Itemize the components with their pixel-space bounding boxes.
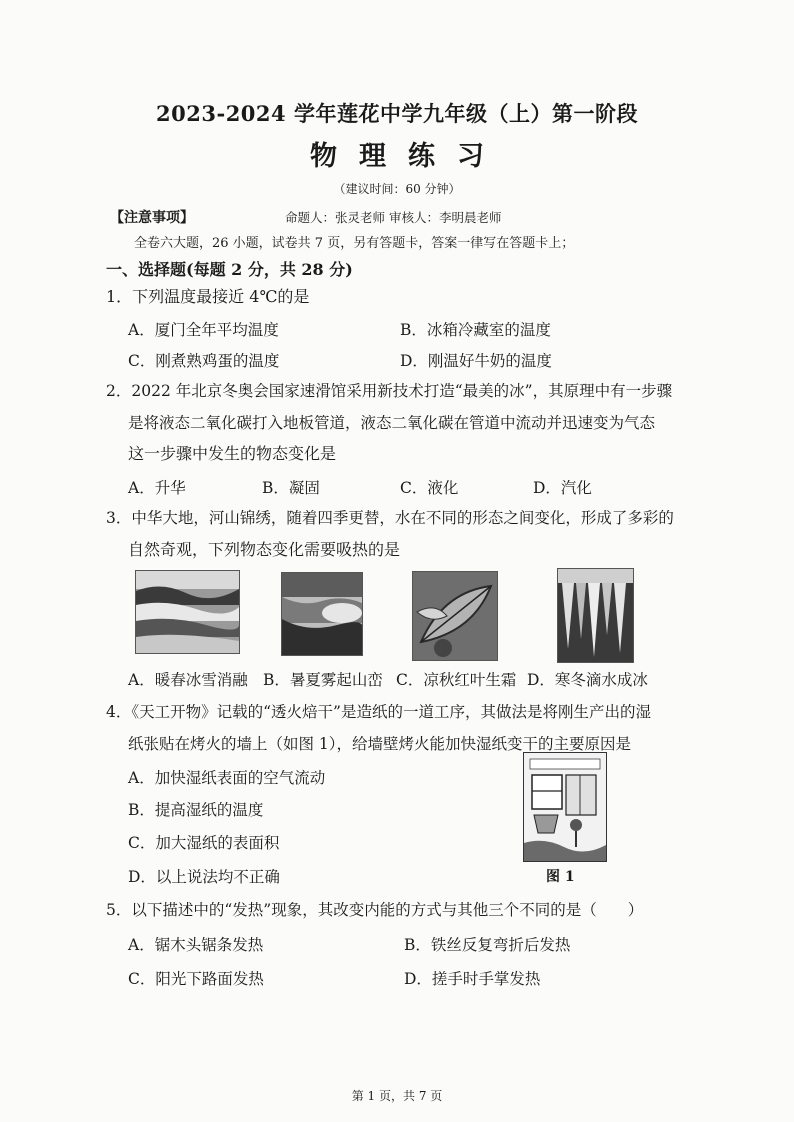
q2-option-c: C．液化 xyxy=(400,479,459,497)
question-5-stem: 5．以下描述中的“发热”现象，其改变内能的方式与其他三个不同的是（ ） xyxy=(106,901,644,919)
q1-option-b: B．冰箱冷藏室的温度 xyxy=(400,321,551,339)
question-3-line-1: 3．中华大地，河山锦绣，随着四季更替，水在不同的形态之间变化，形成了多彩的 xyxy=(106,509,674,527)
question-1-stem: 1．下列温度最接近 4℃的是 xyxy=(106,287,310,306)
authors-line: 命题人：张灵老师 审核人：李明晨老师 xyxy=(285,210,502,225)
q3-option-b: B．暑夏雾起山峦 xyxy=(263,671,383,689)
q1-option-c: C．刚煮熟鸡蛋的温度 xyxy=(128,352,280,370)
q2-option-a: A．升华 xyxy=(128,479,186,497)
q2-option-d: D．汽化 xyxy=(533,479,592,497)
q2-option-b: B．凝固 xyxy=(262,479,320,497)
notice-text: 全卷六大题，26 小题，试卷共 7 页，另有答题卡，答案一律写在答题卡上； xyxy=(134,236,575,251)
q5-option-b: B．铁丝反复弯折后发热 xyxy=(404,936,571,954)
q5-option-d: D．搓手时手掌发热 xyxy=(404,970,541,988)
q4-option-a: A．加快湿纸表面的空气流动 xyxy=(128,769,326,787)
question-3-line-2: 自然奇观，下列物态变化需要吸热的是 xyxy=(128,540,401,559)
autumn-frost-leaf-image xyxy=(412,571,498,661)
q4-option-c: C．加大湿纸的表面积 xyxy=(128,834,280,852)
question-2-line-1: 2．2022 年北京冬奥会国家速滑馆采用新技术打造“最美的冰”，其原理中有一步骤 xyxy=(106,382,673,400)
notice-label: 【注意事项】 xyxy=(110,210,194,226)
exam-title: 2023-2024 学年莲花中学九年级（上）第一阶段 xyxy=(156,101,638,126)
subject-title: 物理练习 xyxy=(310,141,506,172)
question-4-line-1: 4．《天工开物》记载的“透火焙干”是造纸的一道工序，其做法是将刚生产出的湿 xyxy=(106,703,651,721)
q4-option-b: B．提高湿纸的温度 xyxy=(128,801,264,819)
q4-option-d: D．以上说法均不正确 xyxy=(128,868,280,886)
figure-1-caption: 图 1 xyxy=(546,869,575,885)
section-heading: 一、选择题(每题 2 分，共 28 分) xyxy=(106,260,353,279)
question-2-line-2: 是将液态二氧化碳打入地板管道，液态二氧化碳在管道中流动并迅速变为气态 xyxy=(128,414,656,432)
question-2-line-3: 这一步骤中发生的物态变化是 xyxy=(128,444,337,463)
spring-ice-melting-image xyxy=(135,570,240,654)
winter-icicles-image xyxy=(557,568,634,663)
q3-option-a: A．暖春冰雪消融 xyxy=(128,671,248,689)
q5-option-c: C．阳光下路面发热 xyxy=(128,970,264,988)
q3-option-c: C．凉秋红叶生霜 xyxy=(396,671,517,689)
figure-1-paper-drying-illustration xyxy=(523,752,607,862)
q3-option-d: D．寒冬滴水成冰 xyxy=(527,671,648,689)
suggested-time: （建议时间：60 分钟） xyxy=(333,182,461,196)
page-footer: 第 1 页，共 7 页 xyxy=(351,1089,443,1103)
q5-option-a: A．锯木头锯条发热 xyxy=(128,936,264,954)
summer-mountain-fog-image xyxy=(281,572,363,656)
q1-option-a: A．厦门全年平均温度 xyxy=(128,321,279,339)
q1-option-d: D．刚温好牛奶的温度 xyxy=(400,352,552,370)
question-4-line-2: 纸张贴在烤火的墙上（如图 1），给墙壁烤火能加快湿纸变干的主要原因是 xyxy=(128,735,632,753)
